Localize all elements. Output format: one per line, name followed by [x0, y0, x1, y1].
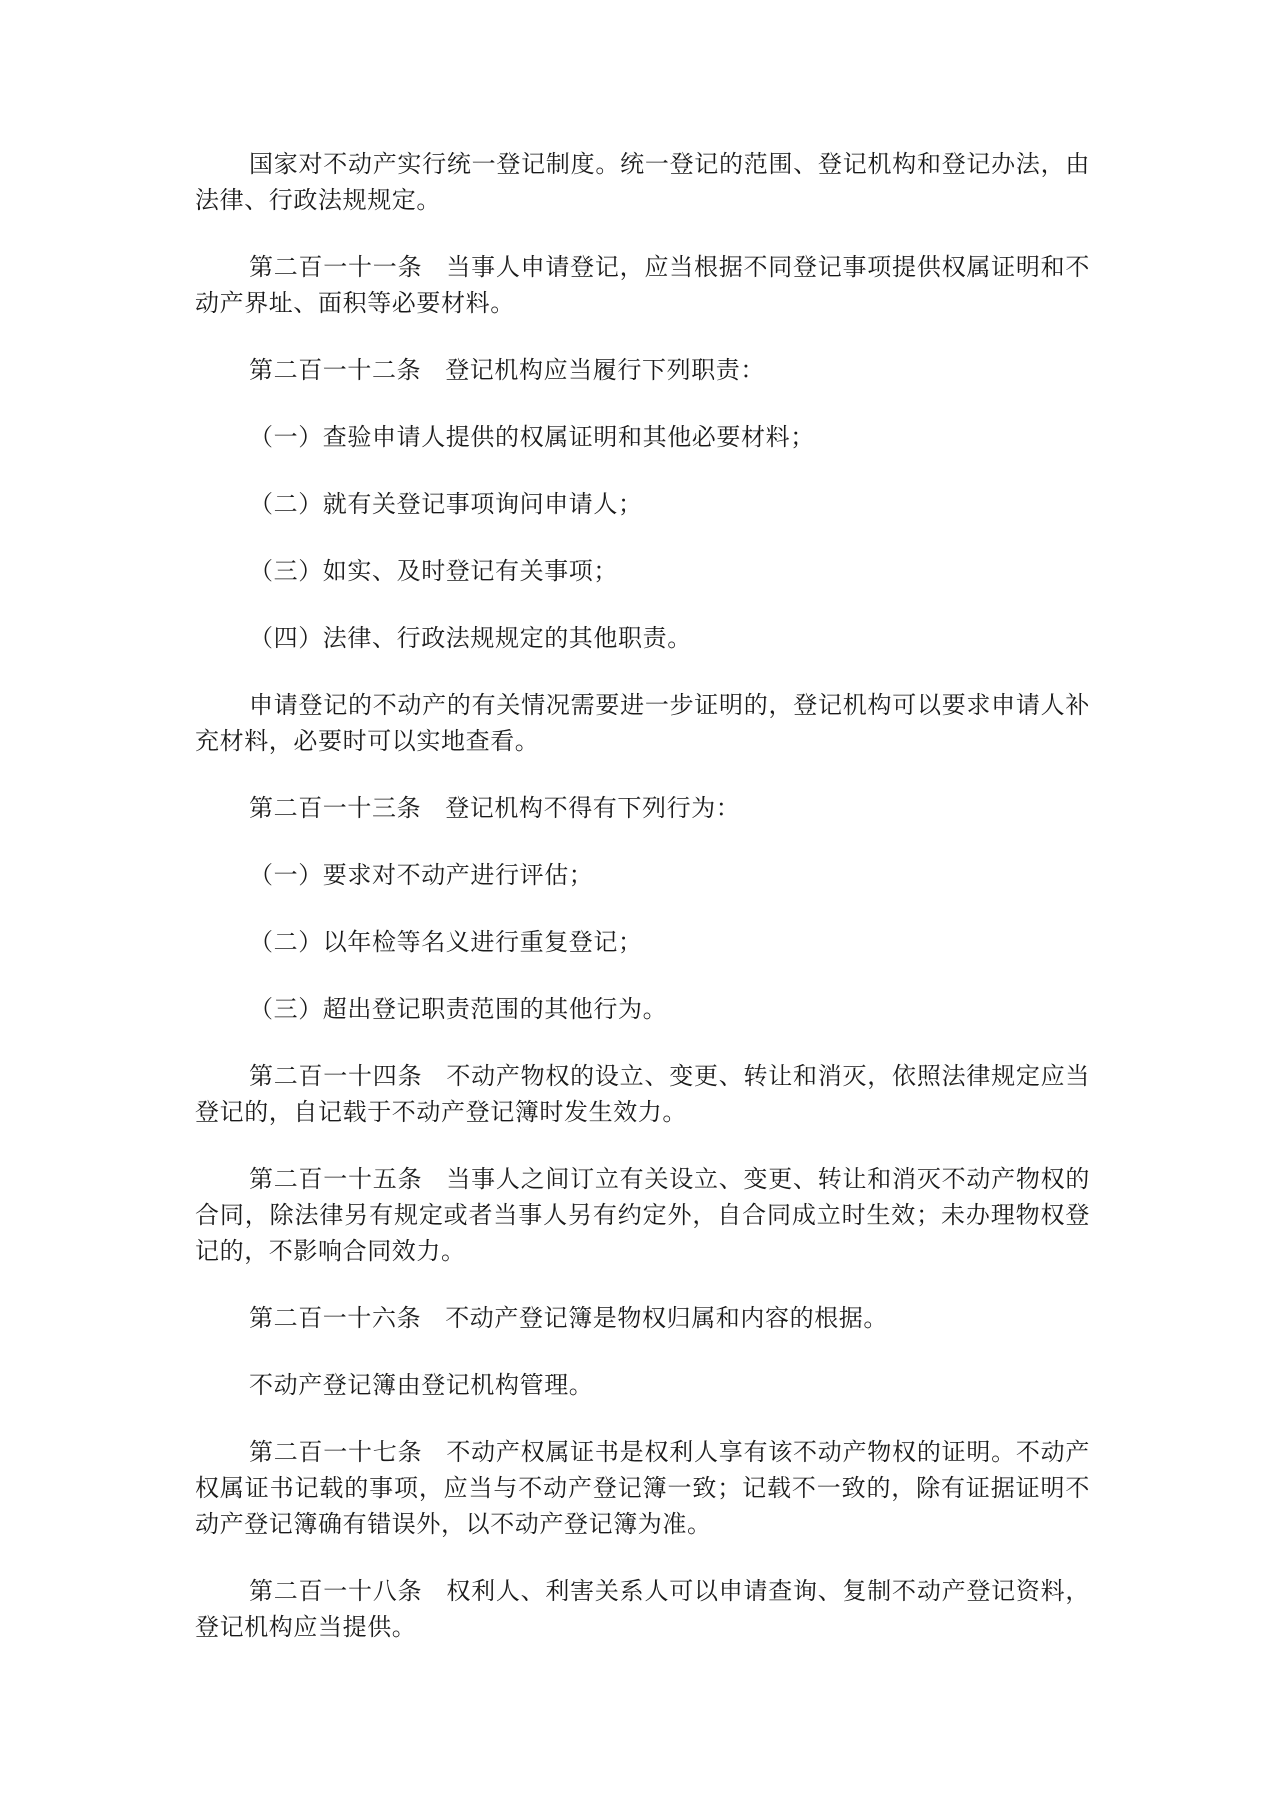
- paragraph-article-217: [195, 1434, 1090, 1542]
- paragraph-text: 申请登记的不动产的有关情况需要进一步证明的，登记机构可以要求申请人补充材料，必要时可以实地查看。: [195, 691, 1090, 755]
- document-body: [195, 146, 1090, 1676]
- paragraph-text: （二）以年检等名义进行重复登记；: [249, 928, 643, 956]
- article-number: 第二百一十八条: [249, 1577, 423, 1605]
- paragraph-text: 不动产登记簿是物权归属和内容的根据。: [445, 1304, 889, 1332]
- paragraph-text: 登记机构不得有下列行为：: [445, 794, 741, 822]
- paragraph-article-215: [195, 1161, 1090, 1269]
- paragraph-registration-system: [195, 146, 1090, 218]
- article-number: 第二百一十一条: [249, 253, 423, 281]
- list-item: [195, 857, 1090, 893]
- paragraph-text: （四）法律、行政法规规定的其他职责。: [249, 624, 692, 652]
- list-item: [195, 419, 1090, 455]
- paragraph-text: （一）要求对不动产进行评估；: [249, 861, 594, 889]
- list-item: [195, 553, 1090, 589]
- paragraph-article-213: [195, 790, 1090, 826]
- paragraph-text: 当事人之间订立有关设立、变更、转让和消灭不动产物权的合同，除法律另有规定或者当事人另有约定外，自合同成立时生效；未办理物权登记的，不影响合同效力。: [195, 1165, 1090, 1265]
- paragraph-text: 登记机构应当履行下列职责：: [445, 356, 766, 384]
- article-number: 第二百一十七条: [249, 1438, 423, 1466]
- paragraph-article-212: [195, 352, 1090, 388]
- article-number: 第二百一十三条: [249, 794, 422, 822]
- paragraph-text: 当事人申请登记，应当根据不同登记事项提供权属证明和不动产界址、面积等必要材料。: [195, 253, 1090, 317]
- paragraph-text: （三）如实、及时登记有关事项；: [249, 557, 618, 585]
- paragraph-registry-management: [195, 1367, 1090, 1403]
- article-number: 第二百一十二条: [249, 356, 422, 384]
- list-item: [195, 486, 1090, 522]
- paragraph-article-216: [195, 1300, 1090, 1336]
- paragraph-text: 国家对不动产实行统一登记制度。统一登记的范围、登记机构和登记办法，由法律、行政法规规定。: [195, 150, 1090, 214]
- paragraph-text: 不动产登记簿由登记机构管理。: [249, 1371, 594, 1399]
- list-item: [195, 620, 1090, 656]
- paragraph-text: （三）超出登记职责范围的其他行为。: [249, 995, 668, 1023]
- article-number: 第二百一十五条: [249, 1165, 423, 1193]
- paragraph-text: （一）查验申请人提供的权属证明和其他必要材料；: [249, 423, 815, 451]
- paragraph-supplementary-materials: [195, 687, 1090, 759]
- paragraph-article-211: [195, 249, 1090, 321]
- paragraph-text: 不动产权属证书是权利人享有该不动产物权的证明。不动产权属证书记载的事项，应当与不动产登记簿一致；记载不一致的，除有证据证明不动产登记簿确有错误外，以不动产登记簿为准。: [195, 1438, 1090, 1538]
- paragraph-article-214: [195, 1058, 1090, 1130]
- paragraph-text: 不动产物权的设立、变更、转让和消灭，依照法律规定应当登记的，自记载于不动产登记簿时发生效力。: [195, 1062, 1090, 1126]
- paragraph-text: （二）就有关登记事项询问申请人；: [249, 490, 643, 518]
- list-item: [195, 991, 1090, 1027]
- paragraph-text: 权利人、利害关系人可以申请查询、复制不动产登记资料，登记机构应当提供。: [195, 1577, 1090, 1641]
- list-item: [195, 924, 1090, 960]
- article-number: 第二百一十四条: [249, 1062, 423, 1090]
- article-number: 第二百一十六条: [249, 1304, 422, 1332]
- paragraph-article-218: [195, 1573, 1090, 1645]
